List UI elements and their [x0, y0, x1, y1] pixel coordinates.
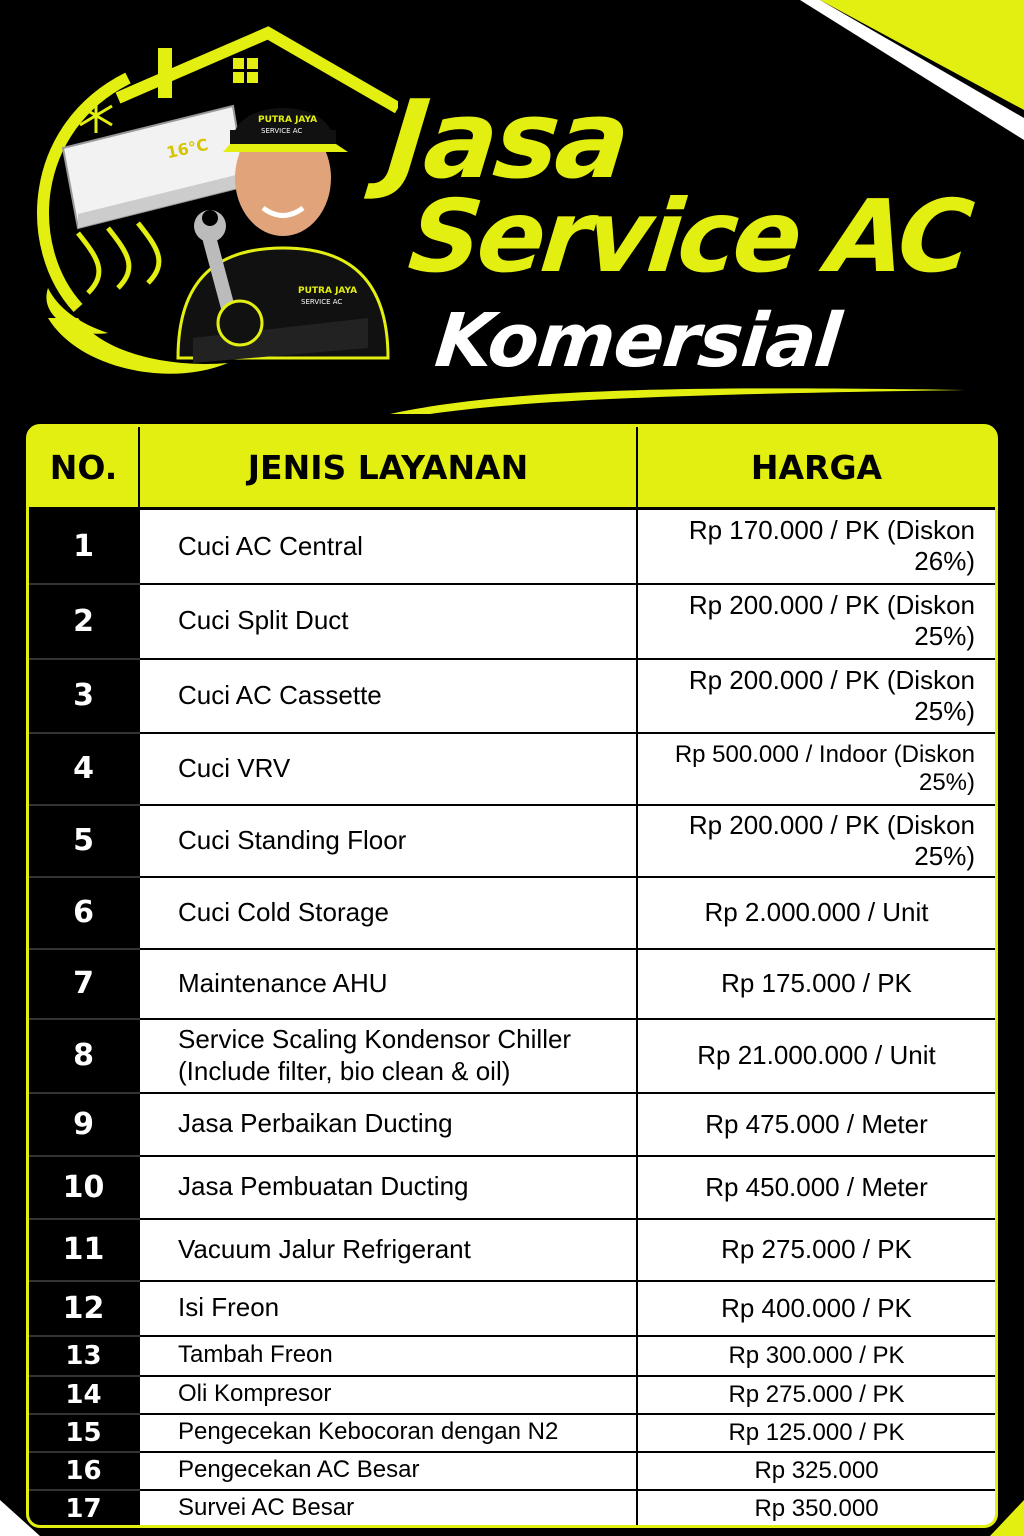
table-row [29, 1093, 995, 1156]
row-number: 8 [29, 1019, 139, 1093]
row-number: 6 [29, 877, 139, 949]
row-number: 15 [29, 1414, 139, 1452]
service-name: Cuci AC Cassette [139, 659, 637, 733]
row-number: 3 [29, 659, 139, 733]
title-line-1: Jasa [381, 78, 633, 203]
service-name: Oli Kompresor [139, 1376, 637, 1414]
table-row [29, 1156, 995, 1219]
service-price: Rp 2.000.000 / Unit [637, 877, 995, 949]
window-icon [233, 58, 258, 83]
table-row [29, 1019, 995, 1093]
service-price: Rp 475.000 / Meter [637, 1093, 995, 1156]
service-name: Survei AC Besar [139, 1490, 637, 1528]
row-number: 7 [29, 949, 139, 1019]
row-number: 10 [29, 1156, 139, 1219]
service-price: Rp 275.000 / PK [637, 1219, 995, 1281]
title-line-3: Komersial [431, 298, 845, 384]
svg-text:SERVICE AC: SERVICE AC [301, 298, 343, 306]
service-price: Rp 500.000 / Indoor (Diskon 25%) [637, 733, 995, 805]
row-number: 2 [29, 584, 139, 659]
table-row [29, 659, 995, 733]
service-name: Cuci AC Central [139, 509, 637, 584]
table-row [29, 1336, 995, 1376]
row-number: 1 [29, 509, 139, 584]
service-price: Rp 350.000 [637, 1490, 995, 1528]
service-price: Rp 450.000 / Meter [637, 1156, 995, 1219]
row-number: 9 [29, 1093, 139, 1156]
service-name: Cuci Standing Floor [139, 805, 637, 877]
price-table [26, 424, 998, 1528]
service-price: Rp 170.000 / PK (Diskon 26%) [637, 509, 995, 584]
table-row [29, 733, 995, 805]
table-row [29, 509, 995, 584]
service-name-line-1: Service Scaling Kondensor Chiller [178, 1024, 572, 1055]
service-price: Rp 21.000.000 / Unit [637, 1019, 995, 1093]
service-name: Vacuum Jalur Refrigerant [139, 1219, 637, 1281]
service-name: Maintenance AHU [139, 949, 637, 1019]
table-header-row [29, 427, 995, 509]
service-name: Tambah Freon [139, 1336, 637, 1376]
svg-text:PUTRA JAYA: PUTRA JAYA [258, 115, 318, 125]
row-number: 14 [29, 1376, 139, 1414]
table-row [29, 1376, 995, 1414]
row-number: 4 [29, 733, 139, 805]
svg-text:PUTRA JAYA: PUTRA JAYA [298, 286, 358, 296]
row-number: 12 [29, 1281, 139, 1336]
table-row [29, 1490, 995, 1528]
header-service: JENIS LAYANAN [139, 427, 637, 509]
service-price: Rp 200.000 / PK (Diskon 25%) [637, 805, 995, 877]
table-row [29, 805, 995, 877]
service-name: Isi Freon [139, 1281, 637, 1336]
title-underline-swoosh [390, 380, 970, 416]
table-row [29, 1414, 995, 1452]
service-price: Rp 400.000 / PK [637, 1281, 995, 1336]
header-price: HARGA [637, 427, 995, 509]
title-line-2: Service AC [403, 178, 975, 295]
table-row [29, 877, 995, 949]
row-number: 13 [29, 1336, 139, 1376]
service-name: Cuci Cold Storage [139, 877, 637, 949]
row-number: 11 [29, 1219, 139, 1281]
service-name: Cuci Split Duct [139, 584, 637, 659]
service-name: Cuci VRV [139, 733, 637, 805]
row-number: 16 [29, 1452, 139, 1490]
service-price: Rp 200.000 / PK (Diskon 25%) [637, 584, 995, 659]
header-no: NO. [29, 427, 139, 509]
table-row [29, 584, 995, 659]
table-row [29, 1281, 995, 1336]
service-name: Pengecekan Kebocoran dengan N2 [139, 1414, 637, 1452]
svg-text:16°C: 16°C [164, 134, 210, 163]
service-price: Rp 200.000 / PK (Diskon 25%) [637, 659, 995, 733]
table-row [29, 1452, 995, 1490]
service-price: Rp 275.000 / PK [637, 1376, 995, 1414]
service-price: Rp 300.000 / PK [637, 1336, 995, 1376]
service-price: Rp 325.000 [637, 1452, 995, 1490]
service-price: Rp 175.000 / PK [637, 949, 995, 1019]
service-name: Jasa Pembuatan Ducting [139, 1156, 637, 1219]
svg-text:SERVICE AC: SERVICE AC [261, 127, 303, 135]
table-row [29, 949, 995, 1019]
service-name-line-2: (Include filter, bio clean & oil) [178, 1055, 511, 1086]
service-price: Rp 125.000 / PK [637, 1414, 995, 1452]
table-row [29, 1219, 995, 1281]
service-name [139, 1019, 637, 1093]
row-number: 17 [29, 1490, 139, 1528]
row-number: 5 [29, 805, 139, 877]
service-name: Jasa Perbaikan Ducting [139, 1093, 637, 1156]
technician-logo [18, 18, 398, 418]
service-name: Pengecekan AC Besar [139, 1452, 637, 1490]
